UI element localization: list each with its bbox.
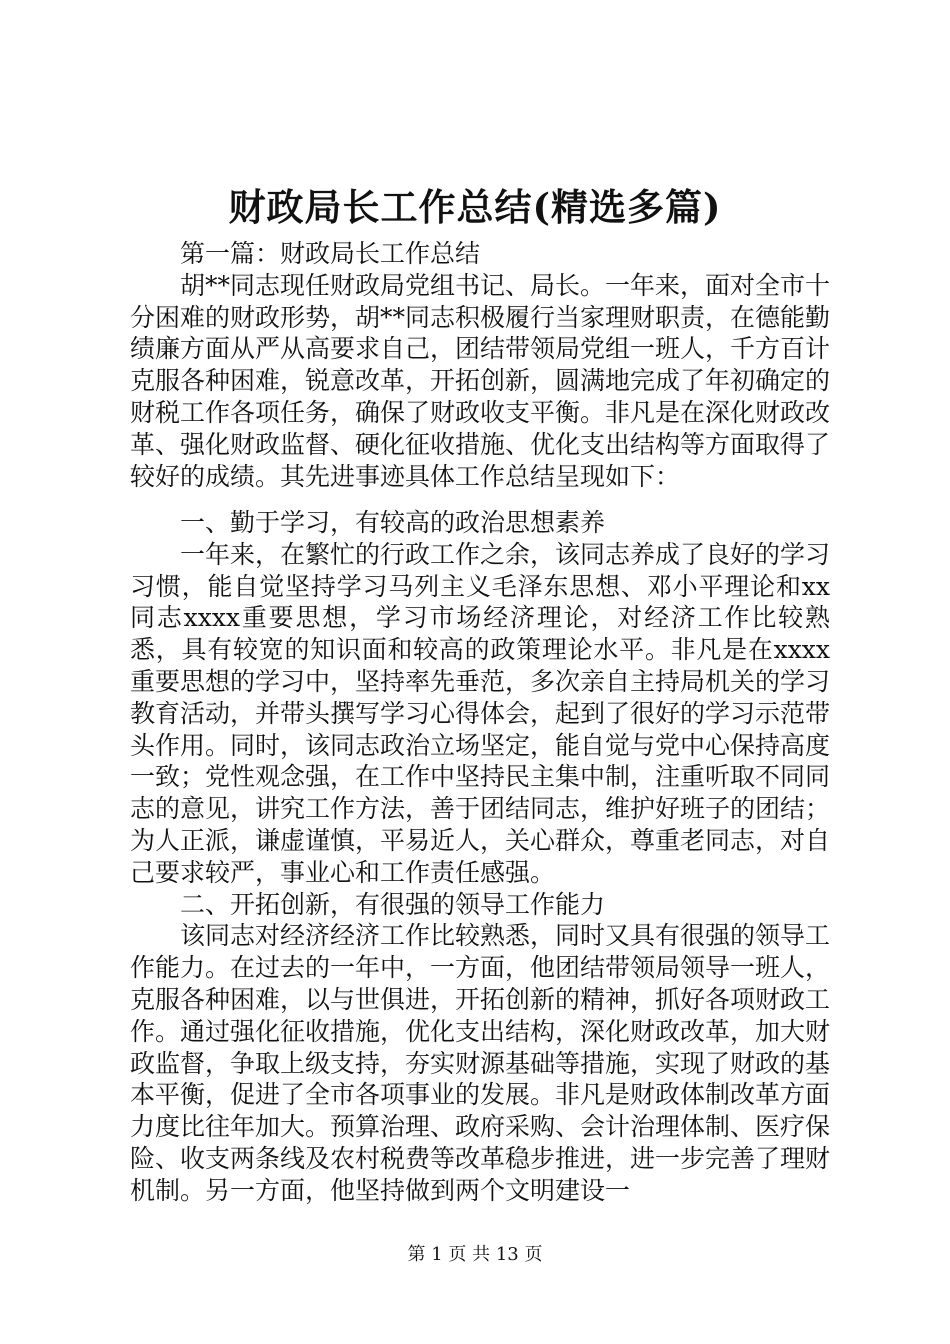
section-heading-part-one: 第一篇：财政局长工作总结 [180,239,481,268]
intro-block [130,238,830,492]
paragraph-summary-intro: 胡**同志现任财政局党组书记、局长。一年来，面对全市十分困难的财政形势，胡**同志积极履行当家理财职责，在德能勤绩廉方面从严从高要求自己，团结带领局党组一班人，千方百计克服各种困难，锐意改革，开拓创新，圆满地完成了年初确定的财税工作各项任务，确保了财政收支平衡。非凡是在深化财政改革、强化财政监督、硬化征收措施、优化支出结构等方面取得了较好的成绩。其先进事迹具体工作总结呈现如下： [130,270,831,491]
section-heading-innovation: 二、开拓创新，有很强的领导工作能力 [180,889,606,919]
paragraph-study: 一年来，在繁忙的行政工作之余，该同志养成了良好的学习习惯，能自觉坚持学习马列主义毛泽东思想、邓小平理论和xx同志xxxx重要思想，学习市场经济理论，对经济工作比较熟悉，具有较宽的知识面和较高的政策理论水平。非凡是在xxxx重要思想的学习中，坚持率先垂范，多次亲自主持局机关的学习教育活动，并带头撰写学习心得体会，起到了很好的学习示范带头作用。同时，该同志政治立场坚定，能自觉与党中心保持高度一致；党性观念强，在工作中坚持民主集中制，注重听取不同同志的意见，讲究工作方法，善于团结同志，维护好班子的团结；为人正派，谦虚谨慎，平易近人，关心群众，尊重老同志，对自己要求较严，事业心和工作责任感强。 [130,539,831,887]
paragraph-leadership: 该同志对经济经济工作比较熟悉，同时又具有很强的领导工作能力。在过去的一年中，一方面，他团结带领局领导一班人，克服各种困难，以与世俱进，开拓创新的精神，抓好各项财政工作。通过强化征收措施，优化支出结构，深化财政改革，加大财政监督，争取上级支持，夯实财源基础等措施，实现了财政的基本平衡，促进了全市各项事业的发展。非凡是财政体制改革方面力度比往年加大。预算治理、政府采购、会计治理体制、医疗保险、收支两条线及农村税费等改革稳步推进，进一步完善了理财机制。另一方面，他坚持做到两个文明建设一 [130,921,831,1205]
document-title: 财政局长工作总结(精选多篇) [228,185,722,229]
page-number-footer: 第 1 页 共 13 页 [407,1244,543,1265]
main-content-block [130,507,830,1207]
section-heading-study: 一、勤于学习，有较高的政治思想素养 [180,508,606,537]
